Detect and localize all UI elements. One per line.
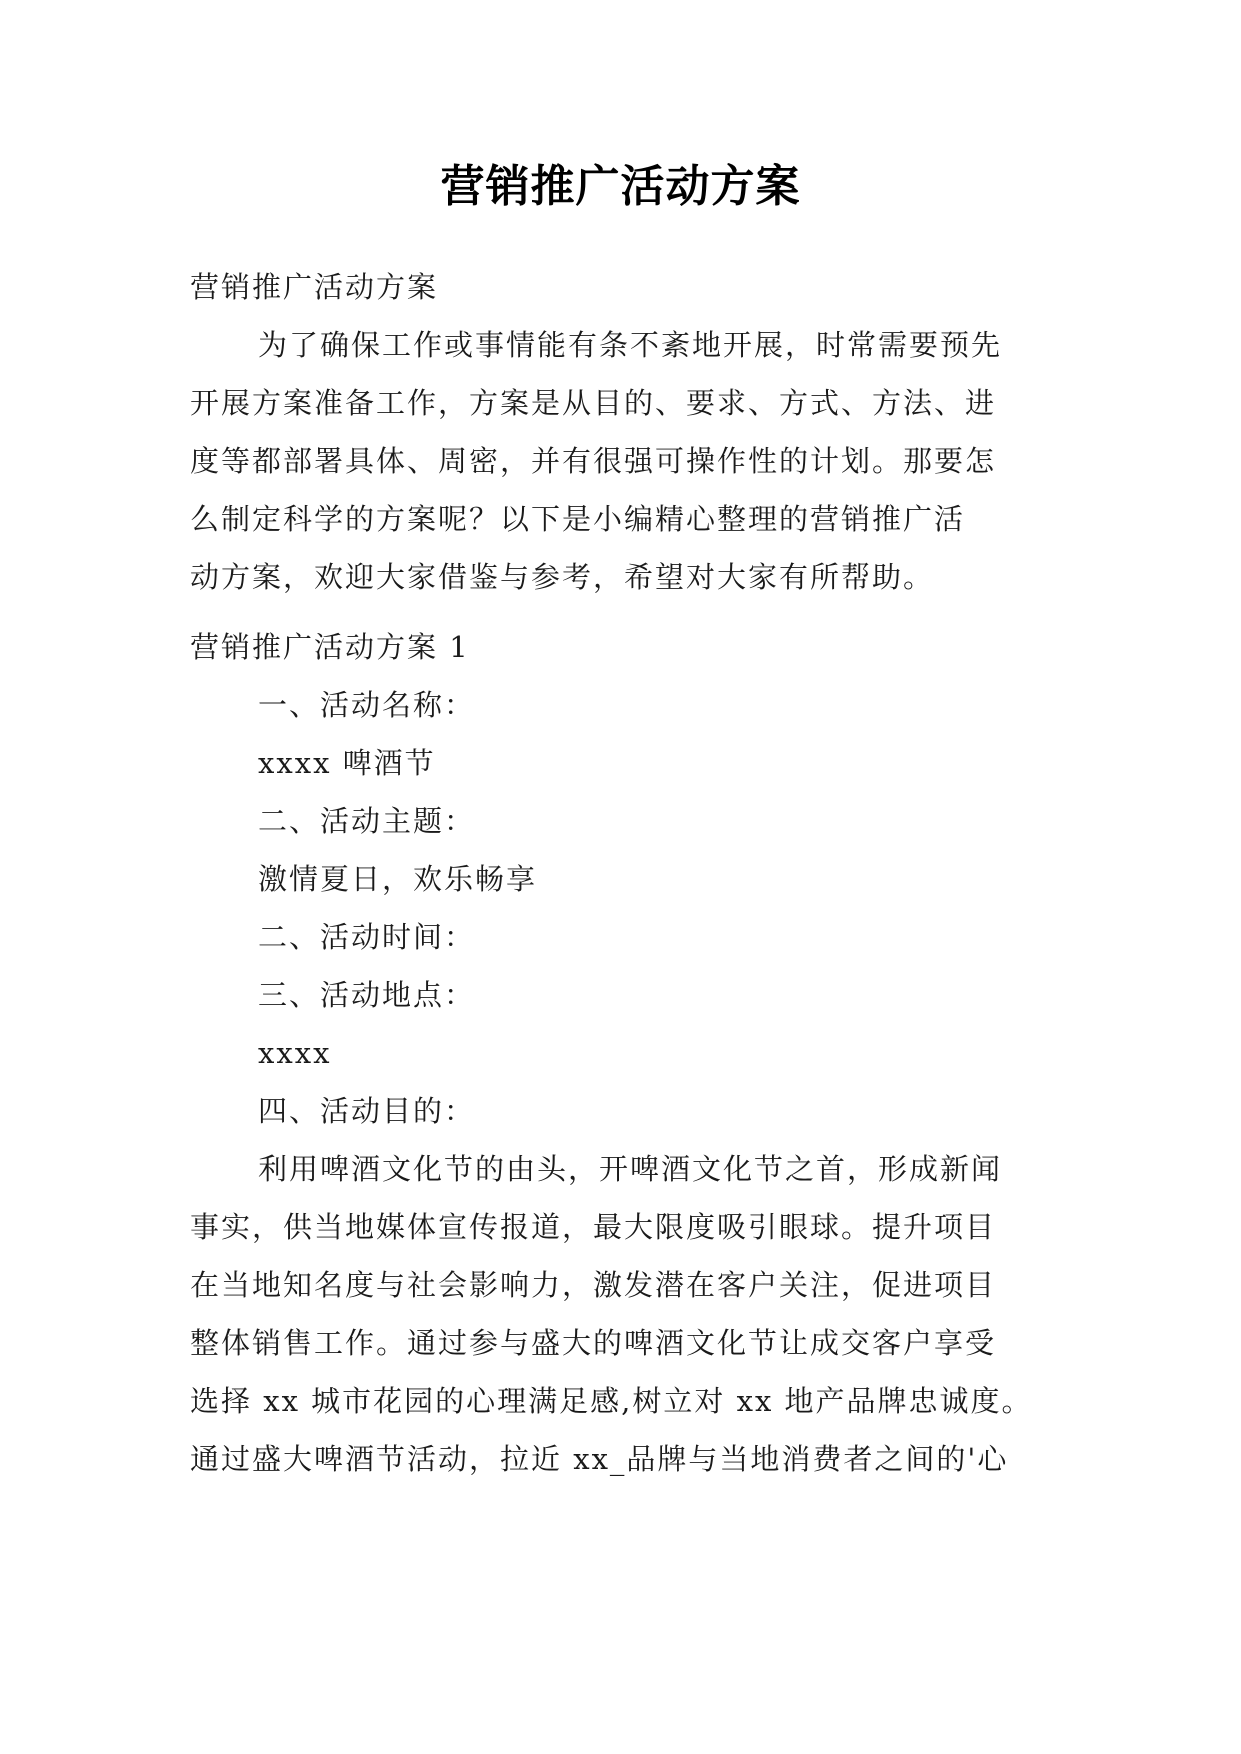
list-item: xxxx 啤酒节 bbox=[258, 746, 436, 780]
list-item: 二、活动时间： bbox=[258, 920, 476, 954]
intro-heading: 营销推广活动方案 bbox=[190, 270, 439, 304]
list-item: 四、活动目的： bbox=[258, 1094, 476, 1128]
intro-line: 度等都部署具体、周密，并有很强可操作性的计划。那要怎 bbox=[190, 444, 997, 478]
list-item: 三、活动地点： bbox=[258, 978, 476, 1012]
section-heading: 营销推广活动方案 1 bbox=[190, 630, 470, 664]
list-item: 一、活动名称： bbox=[258, 688, 476, 722]
intro-line: 开展方案准备工作，方案是从目的、要求、方式、方法、进 bbox=[190, 386, 997, 420]
intro-line: 为了确保工作或事情能有条不紊地开展，时常需要预先 bbox=[258, 328, 1003, 362]
section-1 bbox=[190, 618, 1056, 1488]
list-item: xxxx bbox=[258, 1036, 332, 1070]
purpose-line: 通过盛大啤酒节活动，拉近 xx_品牌与当地消费者之间的'心 bbox=[190, 1442, 1009, 1476]
purpose-line: 利用啤酒文化节的由头，开啤酒文化节之首，形成新闻 bbox=[258, 1152, 1003, 1186]
intro-line: 动方案，欢迎大家借鉴与参考，希望对大家有所帮助。 bbox=[190, 560, 935, 594]
purpose-line: 事实，供当地媒体宣传报道，最大限度吸引眼球。提升项目 bbox=[190, 1210, 997, 1244]
list-item: 二、活动主题： bbox=[258, 804, 476, 838]
purpose-line: 整体销售工作。通过参与盛大的啤酒文化节让成交客户享受 bbox=[190, 1326, 997, 1360]
list-item: 激情夏日，欢乐畅享 bbox=[258, 862, 538, 896]
intro-line: 么制定科学的方案呢？以下是小编精心整理的营销推广活 bbox=[190, 502, 966, 536]
intro-section bbox=[190, 258, 1056, 606]
document-title: 营销推广活动方案 bbox=[440, 161, 801, 212]
purpose-line: 在当地知名度与社会影响力，激发潜在客户关注，促进项目 bbox=[190, 1268, 997, 1302]
purpose-line: 选择 xx 城市花园的心理满足感,树立对 xx 地产品牌忠诚度。 bbox=[190, 1384, 1033, 1418]
